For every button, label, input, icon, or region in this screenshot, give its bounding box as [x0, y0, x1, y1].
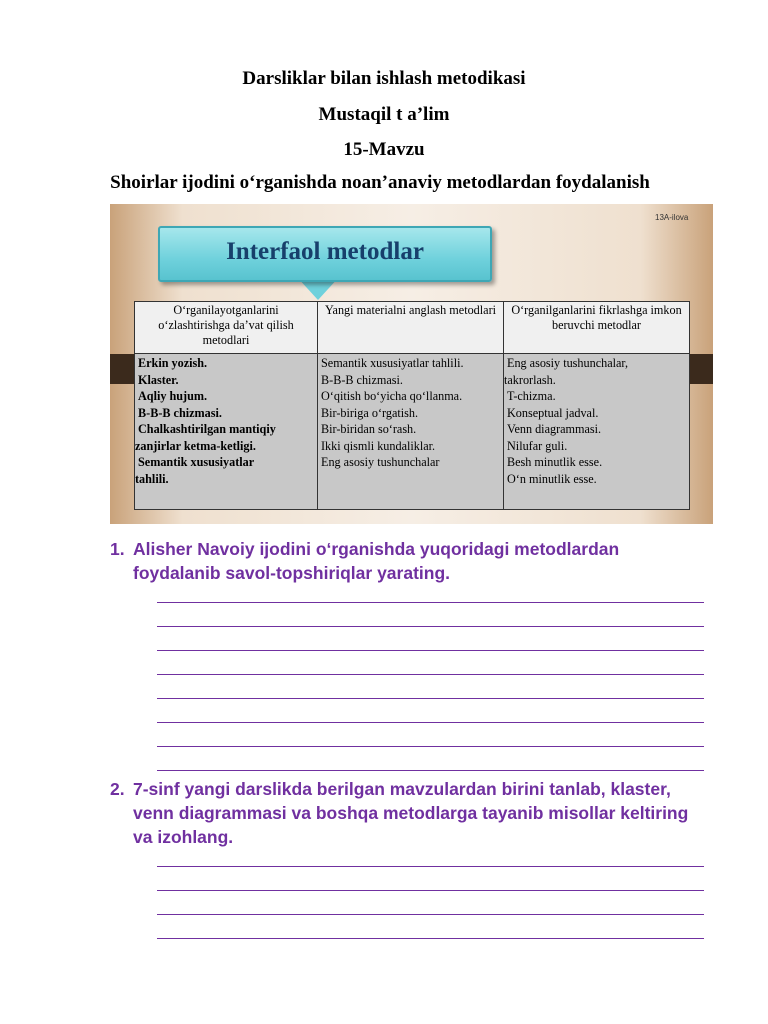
slide-number: 13A-ilova: [655, 213, 689, 222]
column-header: O‘rganilganlarini fikrlashga imkon beruvchi metodlar: [504, 302, 690, 354]
list-item: Erkin yozish.: [138, 356, 208, 370]
answer-line[interactable]: [157, 914, 704, 915]
answer-line[interactable]: [157, 890, 704, 891]
list-item: Bir-biridan so‘rash.: [321, 422, 417, 436]
methods-table: [134, 301, 690, 510]
list-item: takrorlash.: [504, 372, 556, 387]
topic-number: 15-Mavzu: [343, 139, 425, 160]
topic-title: Shoirlar ijodini o‘rganishda noan’anaviy metodlardan foydalanish: [110, 172, 650, 193]
answer-line[interactable]: [157, 626, 704, 627]
slide-image: [110, 204, 713, 524]
list-item: T-chizma.: [507, 389, 556, 403]
column-cell: [504, 354, 690, 510]
list-item: Eng asosiy tushunchalar: [321, 455, 440, 469]
list-item: Venn diagrammasi.: [507, 422, 602, 436]
answer-line[interactable]: [157, 866, 704, 867]
column-cell: [135, 354, 318, 510]
task-text: 7-sinf yangi darslikda berilgan mavzulardan birini tanlab, klaster, venn diagrammasi va boshqa metodlarga tayanib misollar keltiring va izohlang.: [133, 779, 689, 847]
list-item: Besh minutlik esse.: [507, 455, 603, 469]
answer-line[interactable]: [157, 722, 704, 723]
list-item: Eng asosiy tushunchalar,: [507, 356, 629, 370]
slide-banner: [158, 226, 492, 282]
methods-table-body-row: [135, 354, 690, 510]
list-item: B-B-B chizmasi.: [138, 405, 222, 420]
answer-line[interactable]: [157, 674, 704, 675]
list-item: Semantik xususiyatlar tahlili.: [321, 356, 464, 370]
list-item: O‘qitish bo‘yicha qo‘llanma.: [321, 389, 463, 403]
list-item: O‘n minutlik esse.: [507, 471, 597, 486]
answer-line[interactable]: [157, 602, 704, 603]
list-item: Bir-biriga o‘rgatish.: [321, 405, 419, 420]
list-item: Konseptual jadval.: [507, 405, 599, 420]
answer-line[interactable]: [157, 938, 704, 939]
slide-banner-text: Interfaol metodlar: [226, 238, 424, 265]
list-item: Aqliy hujum.: [138, 389, 208, 403]
column-header: O‘rganilayotganlarini o‘zlashtirishga da’vat qilish metodlari: [135, 302, 318, 354]
list-item: Ikki qismli kundaliklar.: [321, 438, 436, 453]
list-item: Klaster.: [138, 372, 179, 387]
column-header: Yangi materialni anglash metodlari: [318, 302, 504, 354]
answer-line[interactable]: [157, 746, 704, 747]
methods-table-header-row: [135, 302, 690, 354]
list-item: zanjirlar ketma-ketligi.: [135, 438, 256, 453]
answer-line[interactable]: [157, 650, 704, 651]
task-text: Alisher Navoiy ijodini o‘rganishda yuqoridagi metodlardan foydalanib savol-topshiriqlar yarating.: [133, 539, 620, 583]
task-number: 1.: [110, 539, 125, 559]
list-item: B-B-B chizmasi.: [321, 372, 403, 387]
document-subtitle: Mustaqil t a’lim: [318, 104, 450, 125]
list-item: tahlili.: [135, 471, 169, 486]
answer-line[interactable]: [157, 770, 704, 771]
column-cell: [318, 354, 504, 510]
task-number: 2.: [110, 779, 125, 799]
answer-line[interactable]: [157, 698, 704, 699]
list-item: Nilufar guli.: [507, 438, 568, 453]
list-item: Chalkashtirilgan mantiqiy: [138, 422, 276, 436]
list-item: Semantik xususiyatlar: [138, 455, 255, 469]
document-title: Darsliklar bilan ishlash metodikasi: [242, 68, 526, 89]
